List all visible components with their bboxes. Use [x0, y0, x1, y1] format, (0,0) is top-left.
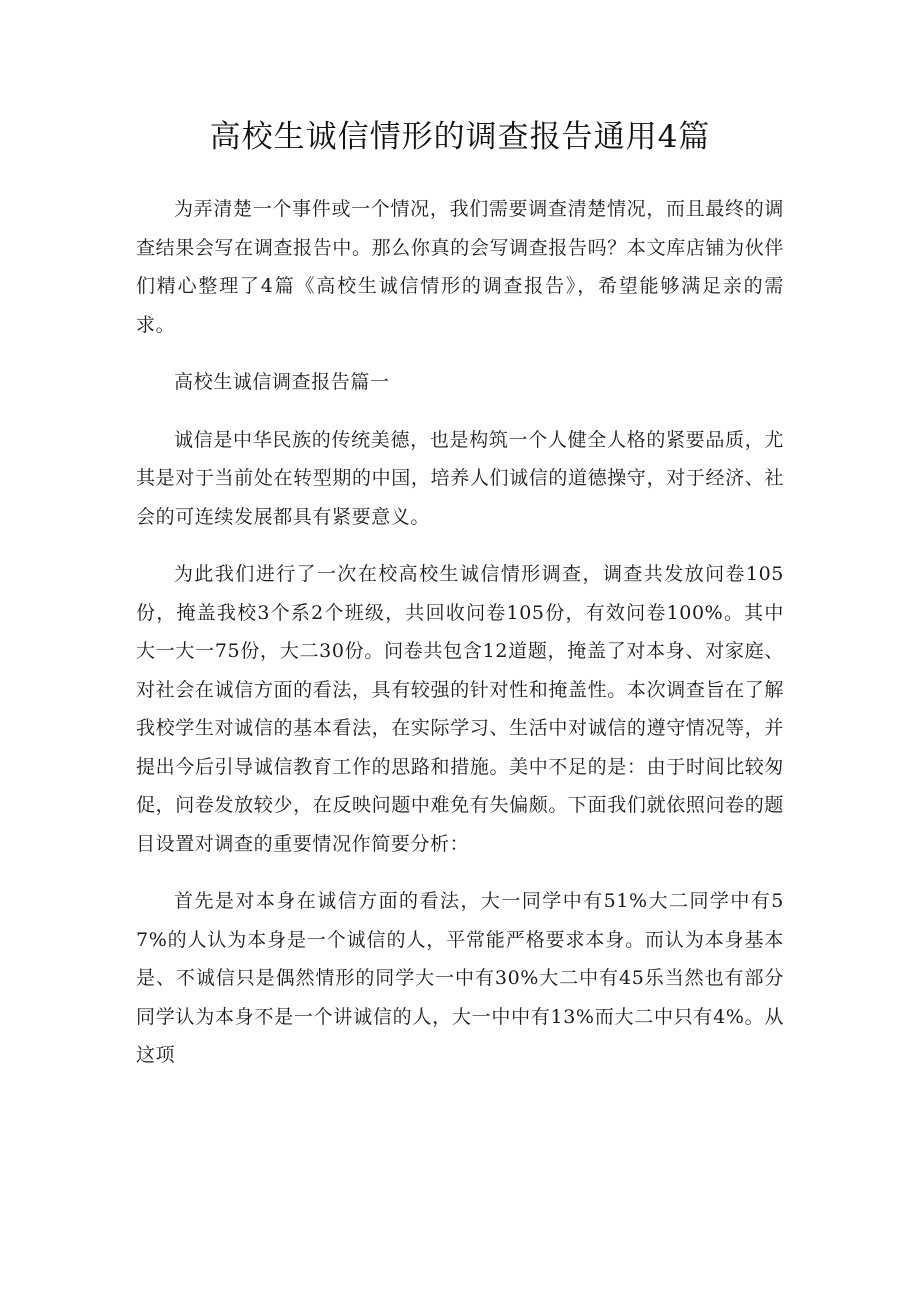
body-paragraph: 诚信是中华民族的传统美德，也是构筑一个人健全人格的紧要品质，尤其是对于当前处在转型期的中国，培养人们诚信的道德操守，对于经济、社会的可连续发展都具有紧要意义。 — [136, 428, 784, 528]
body-paragraph: 首先是对本身在诚信方面的看法，大一同学中有51%大二同学中有57%的人认为本身是一个诚信的人，平常能严格要求本身。而认为本身基本是、不诚信只是偶然情形的同学大一中有30%大二中有45乐当然也有部分同学认为本身不是一个讲诚信的人，大一中中有13%而大二中只有4%。从这项 — [136, 890, 784, 1066]
document-title: 高校生诚信情形的调查报告通用4篇 — [209, 119, 711, 155]
intro-paragraph: 为弄清楚一个事件或一个情况，我们需要调查清楚情况，而且最终的调查结果会写在调查报告中。那么你真的会写调查报告吗？本文库店铺为伙伴们精心整理了4篇《高校生诚信情形的调查报告》，希望能够满足亲的需求。 — [136, 198, 784, 336]
section-heading: 高校生诚信调查报告篇一 — [174, 371, 390, 393]
body-paragraph: 为此我们进行了一次在校高校生诚信情形调查，调查共发放问卷105份，掩盖我校3个系2个班级，共回收问卷105份，有效问卷100%。其中大一大一75份，大二30份。问卷共包含12道题，掩盖了对本身、对家庭、对社会在诚信方面的看法，具有较强的针对性和掩盖性。本次调查旨在了解我校学生对诚信的基本看法，在实际学习、生活中对诚信的遵守情况等，并提出今后引导诚信教育工作的思路和措施。美中不足的是：由于时间比较匆促，问卷发放较少，在反映问题中难免有失偏颇。下面我们就依照问卷的题目设置对调查的重要情况作简要分析： — [136, 563, 784, 855]
